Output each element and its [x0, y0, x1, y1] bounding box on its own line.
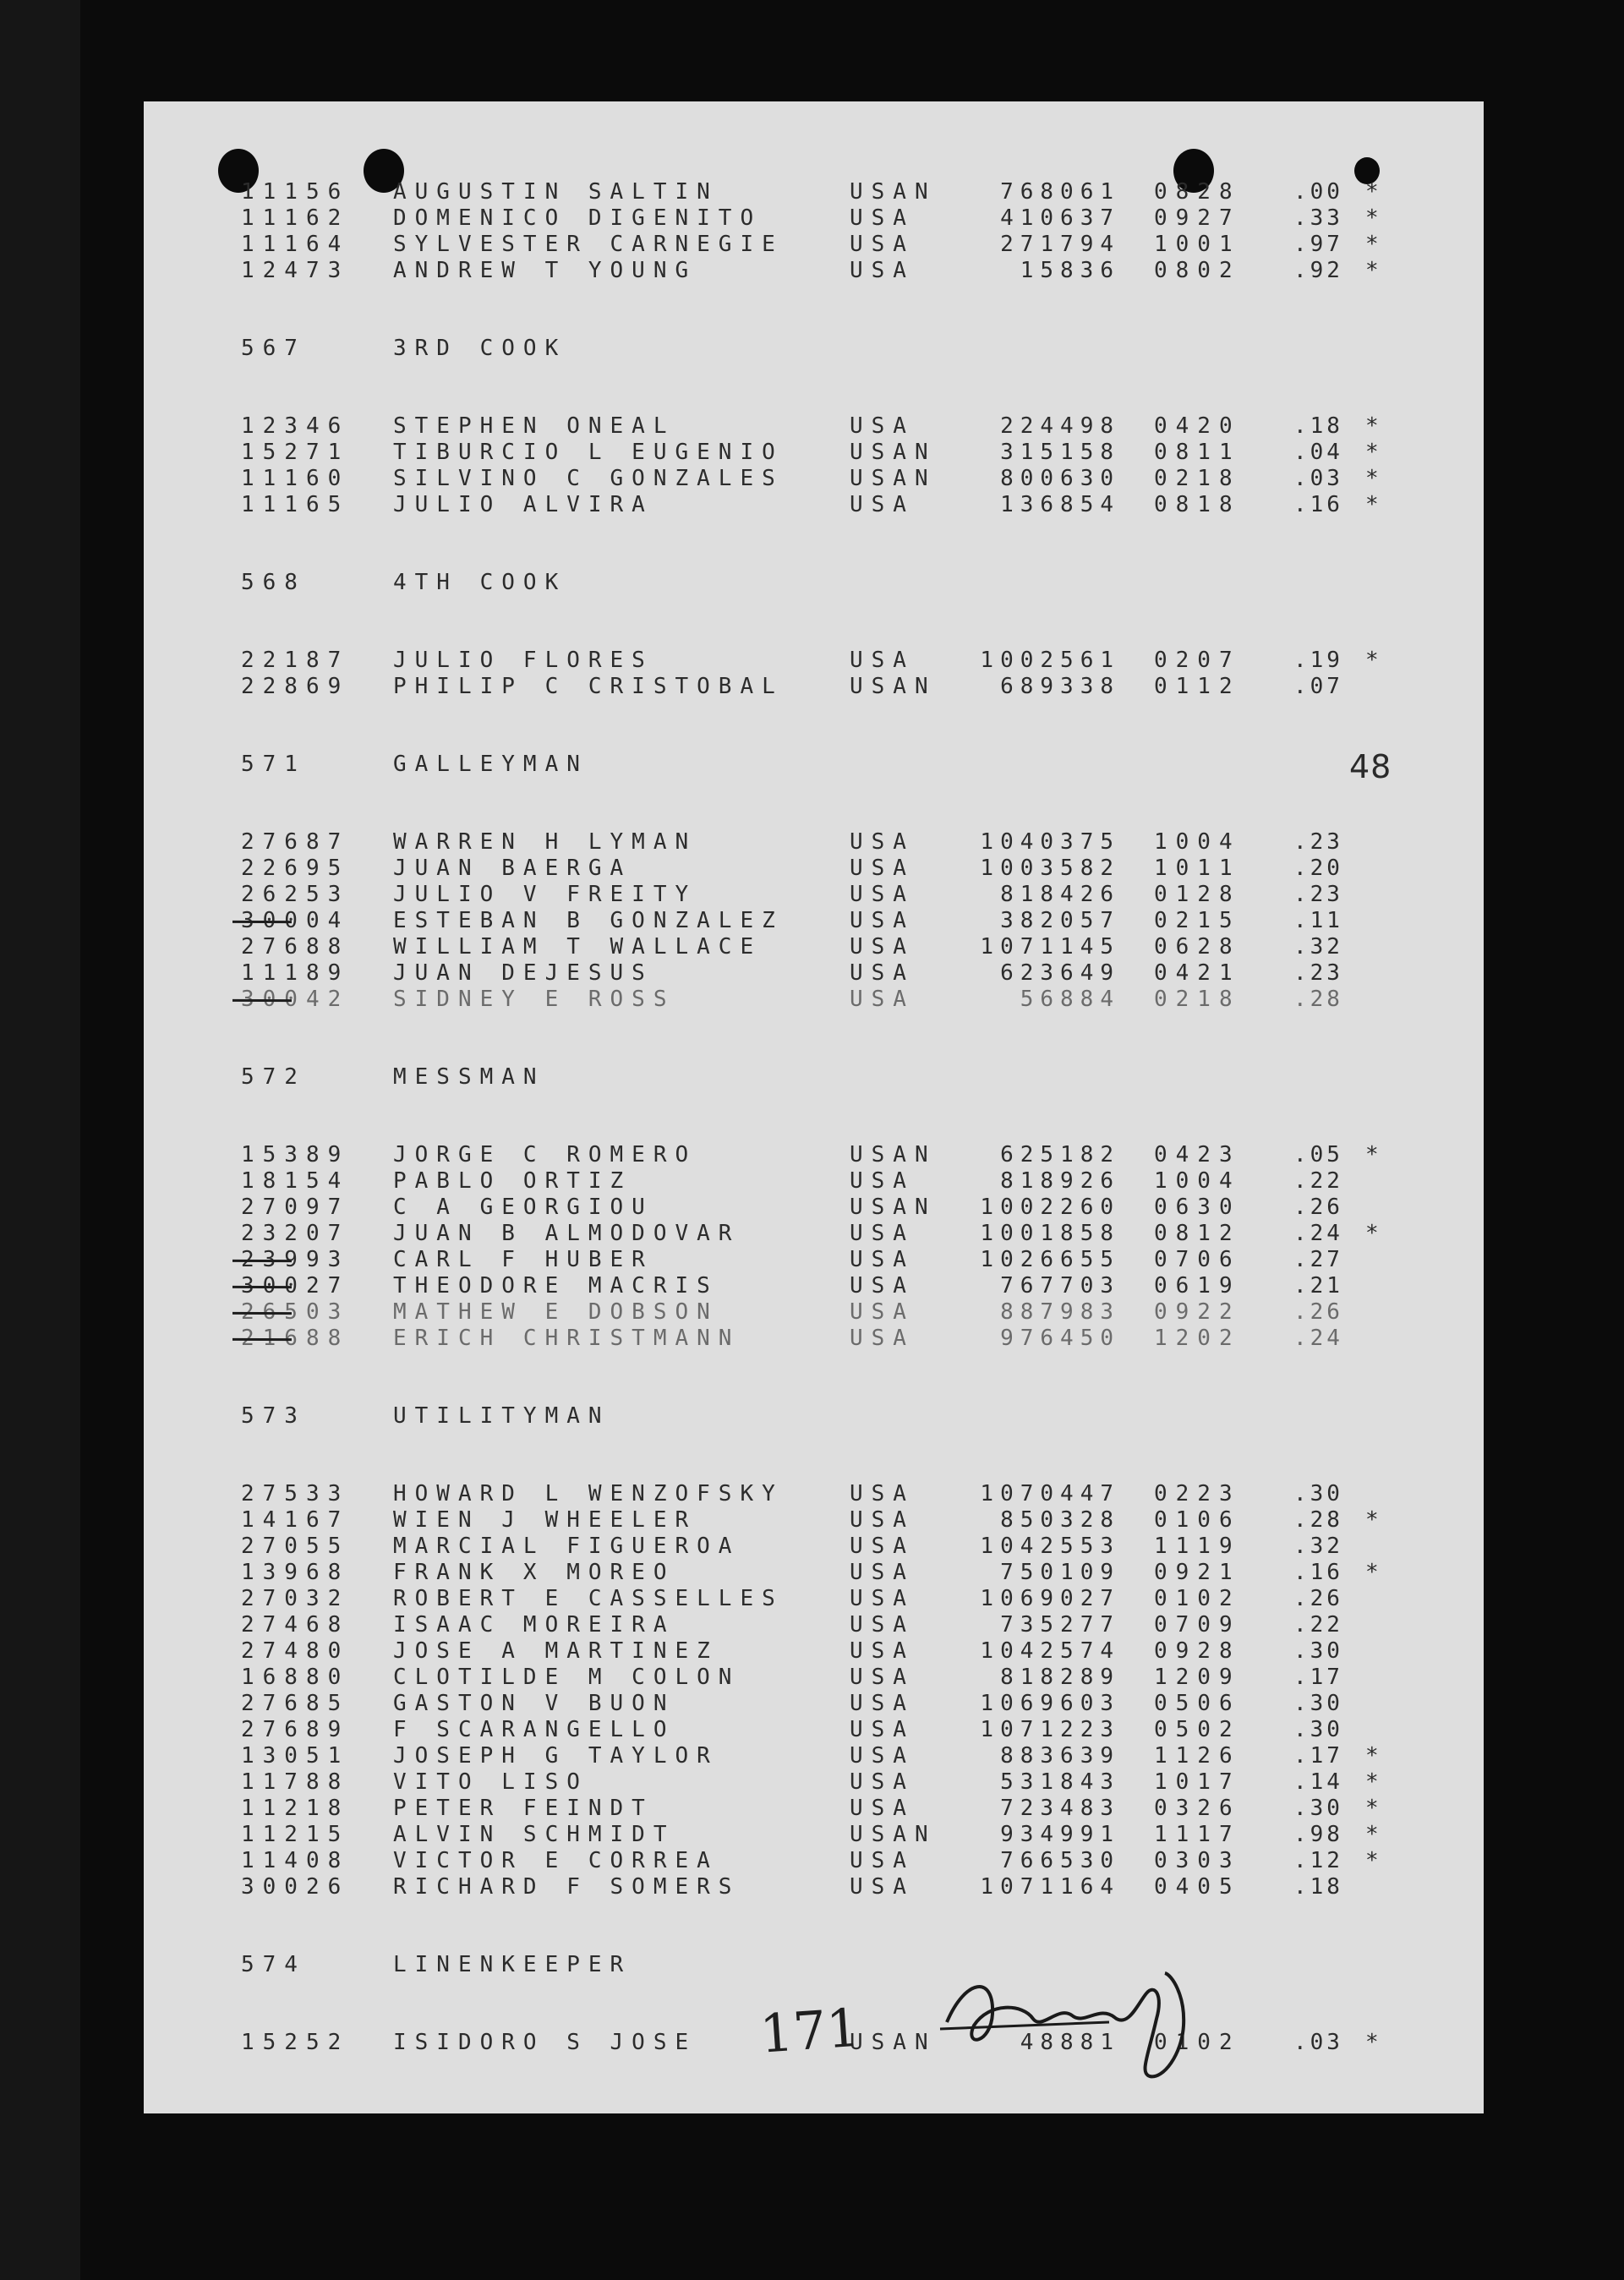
document-number: 1042574 [980, 1638, 1120, 1664]
asterisk-mark: * [1365, 413, 1387, 439]
rate-value: .18 [1293, 413, 1343, 439]
crew-id: 30027 [241, 1273, 350, 1299]
crew-id: 27533 [241, 1481, 350, 1506]
rate-value: .23 [1293, 960, 1343, 986]
crew-name: GASTON V BUON [393, 1691, 675, 1716]
document-number: 850328 [1000, 1507, 1120, 1533]
citizenship: USA [850, 1273, 915, 1299]
crew-name: JULIO ALVIRA [393, 492, 653, 517]
citizenship: USA [850, 1586, 915, 1611]
document-number: 224498 [1000, 413, 1120, 439]
crew-name: ERICH CHRISTMANN [393, 1326, 741, 1351]
crew-name: TIBURCIO L EUGENIO [393, 440, 784, 465]
crew-name: JULIO FLORES [393, 648, 653, 673]
handwritten-note: 171 [757, 1996, 862, 2065]
document-number: 768061 [1000, 179, 1120, 205]
date-code: 1011 [1154, 856, 1241, 881]
document-number: 887983 [1000, 1299, 1120, 1325]
crew-name: CLOTILDE M COLON [393, 1665, 741, 1690]
asterisk-mark: * [1365, 205, 1387, 231]
crew-id: 11160 [241, 466, 350, 491]
rate-value: .24 [1293, 1326, 1343, 1351]
crew-name: SIDNEY E ROSS [393, 987, 675, 1012]
rate-value: .30 [1293, 1717, 1343, 1742]
section-title: LINENKEEPER [393, 1952, 632, 1977]
asterisk-mark: * [1365, 1822, 1387, 1847]
crew-name: HOWARD L WENZOFSKY [393, 1481, 784, 1506]
citizenship: USA [850, 856, 915, 881]
rate-value: .97 [1293, 232, 1343, 257]
crew-id: 16880 [241, 1665, 350, 1690]
rate-value: .33 [1293, 205, 1343, 231]
crew-id: 27688 [241, 934, 350, 960]
crew-name: ANDREW T YOUNG [393, 258, 697, 283]
date-code: 0218 [1154, 466, 1241, 491]
rate-value: .28 [1293, 987, 1343, 1012]
citizenship: USAN [850, 674, 937, 699]
citizenship: USAN [850, 1822, 937, 1847]
asterisk-mark: * [1365, 2030, 1387, 2055]
date-code: 0106 [1154, 1507, 1241, 1533]
crew-id: 27480 [241, 1638, 350, 1664]
rate-value: .11 [1293, 908, 1343, 933]
citizenship: USA [850, 1560, 915, 1585]
citizenship: USA [850, 1299, 915, 1325]
crew-id: 27685 [241, 1691, 350, 1716]
crew-name: JOSEPH G TAYLOR [393, 1743, 719, 1769]
crew-name: F SCARANGELLO [393, 1717, 675, 1742]
signature-underline [940, 2022, 1109, 2029]
citizenship: USA [850, 1326, 915, 1351]
date-code: 0927 [1154, 205, 1241, 231]
document-number: 382057 [1000, 908, 1120, 933]
date-code: 0630 [1154, 1195, 1241, 1220]
crew-name: JUAN DEJESUS [393, 960, 653, 986]
crew-id: 27689 [241, 1717, 350, 1742]
crew-name: ISAAC MOREIRA [393, 1612, 675, 1638]
date-code: 1001 [1154, 232, 1241, 257]
date-code: 0828 [1154, 179, 1241, 205]
crew-name: SILVINO C GONZALES [393, 466, 784, 491]
date-code: 0811 [1154, 440, 1241, 465]
crew-name: ESTEBAN B GONZALEZ [393, 908, 784, 933]
crew-id: 11788 [241, 1769, 350, 1795]
citizenship: USA [850, 258, 915, 283]
rate-value: .23 [1293, 882, 1343, 907]
section-title: MESSMAN [393, 1064, 545, 1090]
date-code: 0628 [1154, 934, 1241, 960]
document-number: 1071223 [980, 1717, 1120, 1742]
section-code: 571 [241, 752, 306, 777]
crew-id: 27097 [241, 1195, 350, 1220]
citizenship: USAN [850, 179, 937, 205]
document-number: 766530 [1000, 1848, 1120, 1873]
document-number: 56884 [1020, 987, 1120, 1012]
crew-id: 11156 [241, 179, 350, 205]
rate-value: .30 [1293, 1481, 1343, 1506]
citizenship: USAN [850, 1195, 937, 1220]
document-number: 689338 [1000, 674, 1120, 699]
crew-id: 11218 [241, 1796, 350, 1821]
date-code: 0102 [1154, 2030, 1241, 2055]
section-code: 568 [241, 570, 306, 595]
document-number: 1071164 [980, 1874, 1120, 1900]
rate-value: .27 [1293, 1247, 1343, 1272]
crew-id: 11165 [241, 492, 350, 517]
asterisk-mark: * [1365, 1507, 1387, 1533]
asterisk-mark: * [1365, 648, 1387, 673]
asterisk-mark: * [1365, 1142, 1387, 1167]
crew-id: 15389 [241, 1142, 350, 1167]
document-number: 723483 [1000, 1796, 1120, 1821]
rate-value: .98 [1293, 1822, 1343, 1847]
date-code: 0709 [1154, 1612, 1241, 1638]
date-code: 1004 [1154, 1168, 1241, 1194]
rate-value: .21 [1293, 1273, 1343, 1299]
crew-id: 15252 [241, 2030, 350, 2055]
crew-name: CARL F HUBER [393, 1247, 653, 1272]
citizenship: USA [850, 1534, 915, 1559]
rate-value: .26 [1293, 1195, 1343, 1220]
asterisk-mark: * [1365, 466, 1387, 491]
crew-id: 11164 [241, 232, 350, 257]
document-number: 818289 [1000, 1665, 1120, 1690]
crew-name: ROBERT E CASSELLES [393, 1586, 784, 1611]
crew-name: JULIO V FREITY [393, 882, 697, 907]
citizenship: USAN [850, 1142, 937, 1167]
document-number: 976450 [1000, 1326, 1120, 1351]
scan-border [0, 0, 80, 2280]
crew-id: 27468 [241, 1612, 350, 1638]
document-number: 883639 [1000, 1743, 1120, 1769]
asterisk-mark: * [1365, 1848, 1387, 1873]
citizenship: USA [850, 492, 915, 517]
asterisk-mark: * [1365, 258, 1387, 283]
crew-name: ISIDORO S JOSE [393, 2030, 697, 2055]
date-code: 0812 [1154, 1221, 1241, 1246]
citizenship: USA [850, 1769, 915, 1795]
crew-id: 23993 [241, 1247, 350, 1272]
crew-name: JUAN B ALMODOVAR [393, 1221, 741, 1246]
crew-name: JORGE C ROMERO [393, 1142, 697, 1167]
citizenship: USA [850, 1743, 915, 1769]
asterisk-mark: * [1365, 1560, 1387, 1585]
document-number: 735277 [1000, 1612, 1120, 1638]
asterisk-mark: * [1365, 1221, 1387, 1246]
citizenship: USA [850, 1691, 915, 1716]
rate-value: .26 [1293, 1299, 1343, 1325]
rate-value: .92 [1293, 258, 1343, 283]
crew-id: 12346 [241, 413, 350, 439]
citizenship: USA [850, 1874, 915, 1900]
crew-id: 27055 [241, 1534, 350, 1559]
date-code: 0326 [1154, 1796, 1241, 1821]
date-code: 0405 [1154, 1874, 1241, 1900]
asterisk-mark: * [1365, 1743, 1387, 1769]
rate-value: .14 [1293, 1769, 1343, 1795]
section-code: 573 [241, 1403, 306, 1429]
crew-name: RICHARD F SOMERS [393, 1874, 741, 1900]
rate-value: .23 [1293, 829, 1343, 855]
crew-id: 30042 [241, 987, 350, 1012]
citizenship: USA [850, 908, 915, 933]
date-code: 0207 [1154, 648, 1241, 673]
citizenship: USA [850, 1507, 915, 1533]
document-number: 625182 [1000, 1142, 1120, 1167]
crew-name: AUGUSTIN SALTIN [393, 179, 719, 205]
date-code: 1117 [1154, 1822, 1241, 1847]
crew-name: MATHEW E DOBSON [393, 1299, 719, 1325]
date-code: 0706 [1154, 1247, 1241, 1272]
citizenship: USA [850, 1612, 915, 1638]
asterisk-mark: * [1365, 1796, 1387, 1821]
citizenship: USA [850, 829, 915, 855]
section-title: 3RD COOK [393, 336, 567, 361]
rate-value: .16 [1293, 1560, 1343, 1585]
document-number: 271794 [1000, 232, 1120, 257]
date-code: 1004 [1154, 829, 1241, 855]
crew-id: 22869 [241, 674, 350, 699]
crew-name: VICTOR E CORREA [393, 1848, 719, 1873]
document-number: 1040375 [980, 829, 1120, 855]
document-number: 1069603 [980, 1691, 1120, 1716]
rate-value: .28 [1293, 1507, 1343, 1533]
document-number: 818426 [1000, 882, 1120, 907]
date-code: 0922 [1154, 1299, 1241, 1325]
crew-id: 13968 [241, 1560, 350, 1585]
rate-value: .03 [1293, 2030, 1343, 2055]
crew-id: 23207 [241, 1221, 350, 1246]
date-code: 0421 [1154, 960, 1241, 986]
date-code: 1017 [1154, 1769, 1241, 1795]
citizenship: USAN [850, 2030, 937, 2055]
crew-id: 11189 [241, 960, 350, 986]
date-code: 0303 [1154, 1848, 1241, 1873]
date-code: 0423 [1154, 1142, 1241, 1167]
date-code: 0502 [1154, 1717, 1241, 1742]
date-code: 0928 [1154, 1638, 1241, 1664]
citizenship: USA [850, 205, 915, 231]
citizenship: USA [850, 960, 915, 986]
document-number: 48881 [1020, 2030, 1120, 2055]
date-code: 0921 [1154, 1560, 1241, 1585]
crew-id: 11215 [241, 1822, 350, 1847]
crew-id: 30004 [241, 908, 350, 933]
rate-value: .00 [1293, 179, 1343, 205]
crew-id: 13051 [241, 1743, 350, 1769]
date-code: 0102 [1154, 1586, 1241, 1611]
rate-value: .12 [1293, 1848, 1343, 1873]
crew-name: STEPHEN ONEAL [393, 413, 675, 439]
section-title: 4TH COOK [393, 570, 567, 595]
crew-id: 22187 [241, 648, 350, 673]
rate-value: .32 [1293, 1534, 1343, 1559]
document-number: 934991 [1000, 1822, 1120, 1847]
rate-value: .22 [1293, 1612, 1343, 1638]
crew-name: THEODORE MACRIS [393, 1273, 719, 1299]
citizenship: USA [850, 1665, 915, 1690]
document-number: 410637 [1000, 205, 1120, 231]
rate-value: .22 [1293, 1168, 1343, 1194]
document-number: 1002260 [980, 1195, 1120, 1220]
citizenship: USA [850, 987, 915, 1012]
document-number: 818926 [1000, 1168, 1120, 1194]
date-code: 0218 [1154, 987, 1241, 1012]
rate-value: .17 [1293, 1743, 1343, 1769]
crew-name: SYLVESTER CARNEGIE [393, 232, 784, 257]
crew-name: FRANK X MOREO [393, 1560, 675, 1585]
crew-id: 15271 [241, 440, 350, 465]
crew-name: WIEN J WHEELER [393, 1507, 697, 1533]
document-number: 1002561 [980, 648, 1120, 673]
rate-value: .30 [1293, 1691, 1343, 1716]
date-code: 0128 [1154, 882, 1241, 907]
crew-id: 30026 [241, 1874, 350, 1900]
document-number: 315158 [1000, 440, 1120, 465]
section-title: GALLEYMAN [393, 752, 588, 777]
citizenship: USA [850, 1247, 915, 1272]
date-code: 1119 [1154, 1534, 1241, 1559]
date-code: 0215 [1154, 908, 1241, 933]
rate-value: .26 [1293, 1586, 1343, 1611]
date-code: 0420 [1154, 413, 1241, 439]
signature-block [744, 1944, 1217, 2088]
document-number: 1069027 [980, 1586, 1120, 1611]
citizenship: USA [850, 882, 915, 907]
document-number: 767703 [1000, 1273, 1120, 1299]
page-number: 48 [1349, 748, 1392, 785]
section-code: 574 [241, 1952, 306, 1977]
section-code: 572 [241, 1064, 306, 1090]
crew-id: 26253 [241, 882, 350, 907]
rate-value: .03 [1293, 466, 1343, 491]
asterisk-mark: * [1365, 179, 1387, 205]
citizenship: USA [850, 413, 915, 439]
document-number: 1026655 [980, 1247, 1120, 1272]
date-code: 0223 [1154, 1481, 1241, 1506]
crew-name: JUAN BAERGA [393, 856, 632, 881]
document-number: 623649 [1000, 960, 1120, 986]
document-number: 800630 [1000, 466, 1120, 491]
rate-value: .16 [1293, 492, 1343, 517]
crew-name: DOMENICO DIGENITO [393, 205, 763, 231]
citizenship: USA [850, 648, 915, 673]
document-number: 531843 [1000, 1769, 1120, 1795]
rate-value: .05 [1293, 1142, 1343, 1167]
date-code: 0818 [1154, 492, 1241, 517]
citizenship: USAN [850, 466, 937, 491]
citizenship: USA [850, 232, 915, 257]
citizenship: USA [850, 1168, 915, 1194]
document-number: 1070447 [980, 1481, 1120, 1506]
date-code: 0506 [1154, 1691, 1241, 1716]
crew-id: 18154 [241, 1168, 350, 1194]
rate-value: .20 [1293, 856, 1343, 881]
document-number: 1001858 [980, 1221, 1120, 1246]
crew-id: 11162 [241, 205, 350, 231]
date-code: 0619 [1154, 1273, 1241, 1299]
crew-id: 26503 [241, 1299, 350, 1325]
date-code: 0112 [1154, 674, 1241, 699]
date-code: 0802 [1154, 258, 1241, 283]
crew-name: ALVIN SCHMIDT [393, 1822, 675, 1847]
citizenship: USA [850, 1717, 915, 1742]
document-number: 1042553 [980, 1534, 1120, 1559]
citizenship: USA [850, 1638, 915, 1664]
section-title: UTILITYMAN [393, 1403, 610, 1429]
document-number: 1071145 [980, 934, 1120, 960]
crew-name: VITO LISO [393, 1769, 588, 1795]
rate-value: .04 [1293, 440, 1343, 465]
crew-name: JOSE A MARTINEZ [393, 1638, 719, 1664]
asterisk-mark: * [1365, 232, 1387, 257]
rate-value: .32 [1293, 934, 1343, 960]
rate-value: .24 [1293, 1221, 1343, 1246]
crew-name: WILLIAM T WALLACE [393, 934, 763, 960]
section-code: 567 [241, 336, 306, 361]
document-number: 15836 [1020, 258, 1120, 283]
crew-name: C A GEORGIOU [393, 1195, 653, 1220]
asterisk-mark: * [1365, 440, 1387, 465]
crew-name: PHILIP C CRISTOBAL [393, 674, 784, 699]
crew-name: PABLO ORTIZ [393, 1168, 632, 1194]
asterisk-mark: * [1365, 1769, 1387, 1795]
crew-id: 21688 [241, 1326, 350, 1351]
rate-value: .07 [1293, 674, 1343, 699]
rate-value: .30 [1293, 1638, 1343, 1664]
citizenship: USA [850, 1796, 915, 1821]
crew-id: 27032 [241, 1586, 350, 1611]
date-code: 1126 [1154, 1743, 1241, 1769]
crew-id: 27687 [241, 829, 350, 855]
rate-value: .18 [1293, 1874, 1343, 1900]
rate-value: .17 [1293, 1665, 1343, 1690]
crew-id: 14167 [241, 1507, 350, 1533]
document-number: 136854 [1000, 492, 1120, 517]
crew-name: WARREN H LYMAN [393, 829, 697, 855]
crew-name: MARCIAL FIGUEROA [393, 1534, 741, 1559]
asterisk-mark: * [1365, 492, 1387, 517]
crew-id: 12473 [241, 258, 350, 283]
rate-value: .19 [1293, 648, 1343, 673]
crew-id: 22695 [241, 856, 350, 881]
citizenship: USA [850, 934, 915, 960]
citizenship: USA [850, 1481, 915, 1506]
citizenship: USA [850, 1848, 915, 1873]
citizenship: USA [850, 1221, 915, 1246]
citizenship: USAN [850, 440, 937, 465]
crew-id: 11408 [241, 1848, 350, 1873]
date-code: 1209 [1154, 1665, 1241, 1690]
date-code: 1202 [1154, 1326, 1241, 1351]
document-number: 1003582 [980, 856, 1120, 881]
crew-name: PETER FEINDT [393, 1796, 653, 1821]
rate-value: .30 [1293, 1796, 1343, 1821]
document-number: 750109 [1000, 1560, 1120, 1585]
